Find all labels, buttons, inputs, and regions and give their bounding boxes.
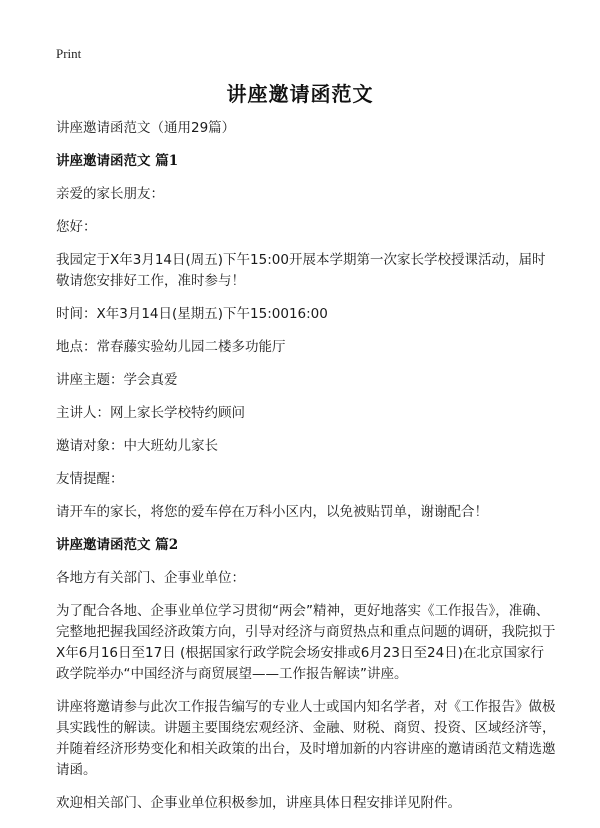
print-link[interactable]: Print (56, 46, 82, 61)
section-2 (56, 535, 556, 814)
paragraph: 讲座将邀请参与此次工作报告编写的专业人士或国内知名学者，对《工作报告》做极具实践性的解读。讲题主要围绕宏观经济、金融、财税、商贸、投资、区域经济等，并随着经济形势变化和相关政策的出台，及时增加新的内容讲座的邀请函范文精选邀请函。 (56, 699, 556, 778)
paragraph: 主讲人：网上家长学校特约顾问 (56, 405, 245, 421)
section-heading: 讲座邀请函范文 篇1 (56, 153, 179, 169)
paragraph: 您好： (56, 219, 97, 235)
paragraph: 讲座主题：学会真爱 (56, 372, 178, 388)
document-body (56, 118, 556, 826)
paragraph: 为了配合各地、企事业单位学习贯彻“两会”精神，更好地落实《工作报告》，准确、完整地把握我国经济政策方向，引导对经济与商贸热点和重点问题的调研，我院拟于X年6月16日至17日 (根据国家行政学院会场安排或6月23日至24日)在北京国家行政学院举办“中国经济与商贸展望——工作报告解读”讲座。 (56, 603, 556, 682)
subtitle: 讲座邀请函范文（通用29篇） (56, 120, 236, 136)
paragraph: 我园定于X年3月14日(周五)下午15:00开展本学期第一次家长学校授课活动，届时敬请您安排好工作，准时参与！ (56, 252, 546, 289)
paragraph: 欢迎相关部门、企事业单位积极参加，讲座具体日程安排详见附件。 (56, 795, 461, 811)
paragraph: 友情提醒： (56, 471, 124, 487)
paragraph: 请开车的家长，将您的爱车停在万科小区内，以免被贴罚单，谢谢配合！ (56, 504, 488, 520)
paragraph: 地点：常春藤实验幼儿园二楼多功能厅 (56, 339, 286, 355)
paragraph: 时间：X年3月14日(星期五)下午15:0016:00 (56, 306, 328, 322)
paragraph: 各地方有关部门、企事业单位： (56, 570, 245, 586)
paragraph: 亲爱的家长朋友： (56, 186, 164, 202)
page-title: 讲座邀请函范文 (226, 82, 374, 106)
paragraph: 邀请对象：中大班幼儿家长 (56, 438, 218, 454)
section-heading: 讲座邀请函范文 篇2 (56, 537, 179, 553)
section-1 (56, 151, 556, 523)
